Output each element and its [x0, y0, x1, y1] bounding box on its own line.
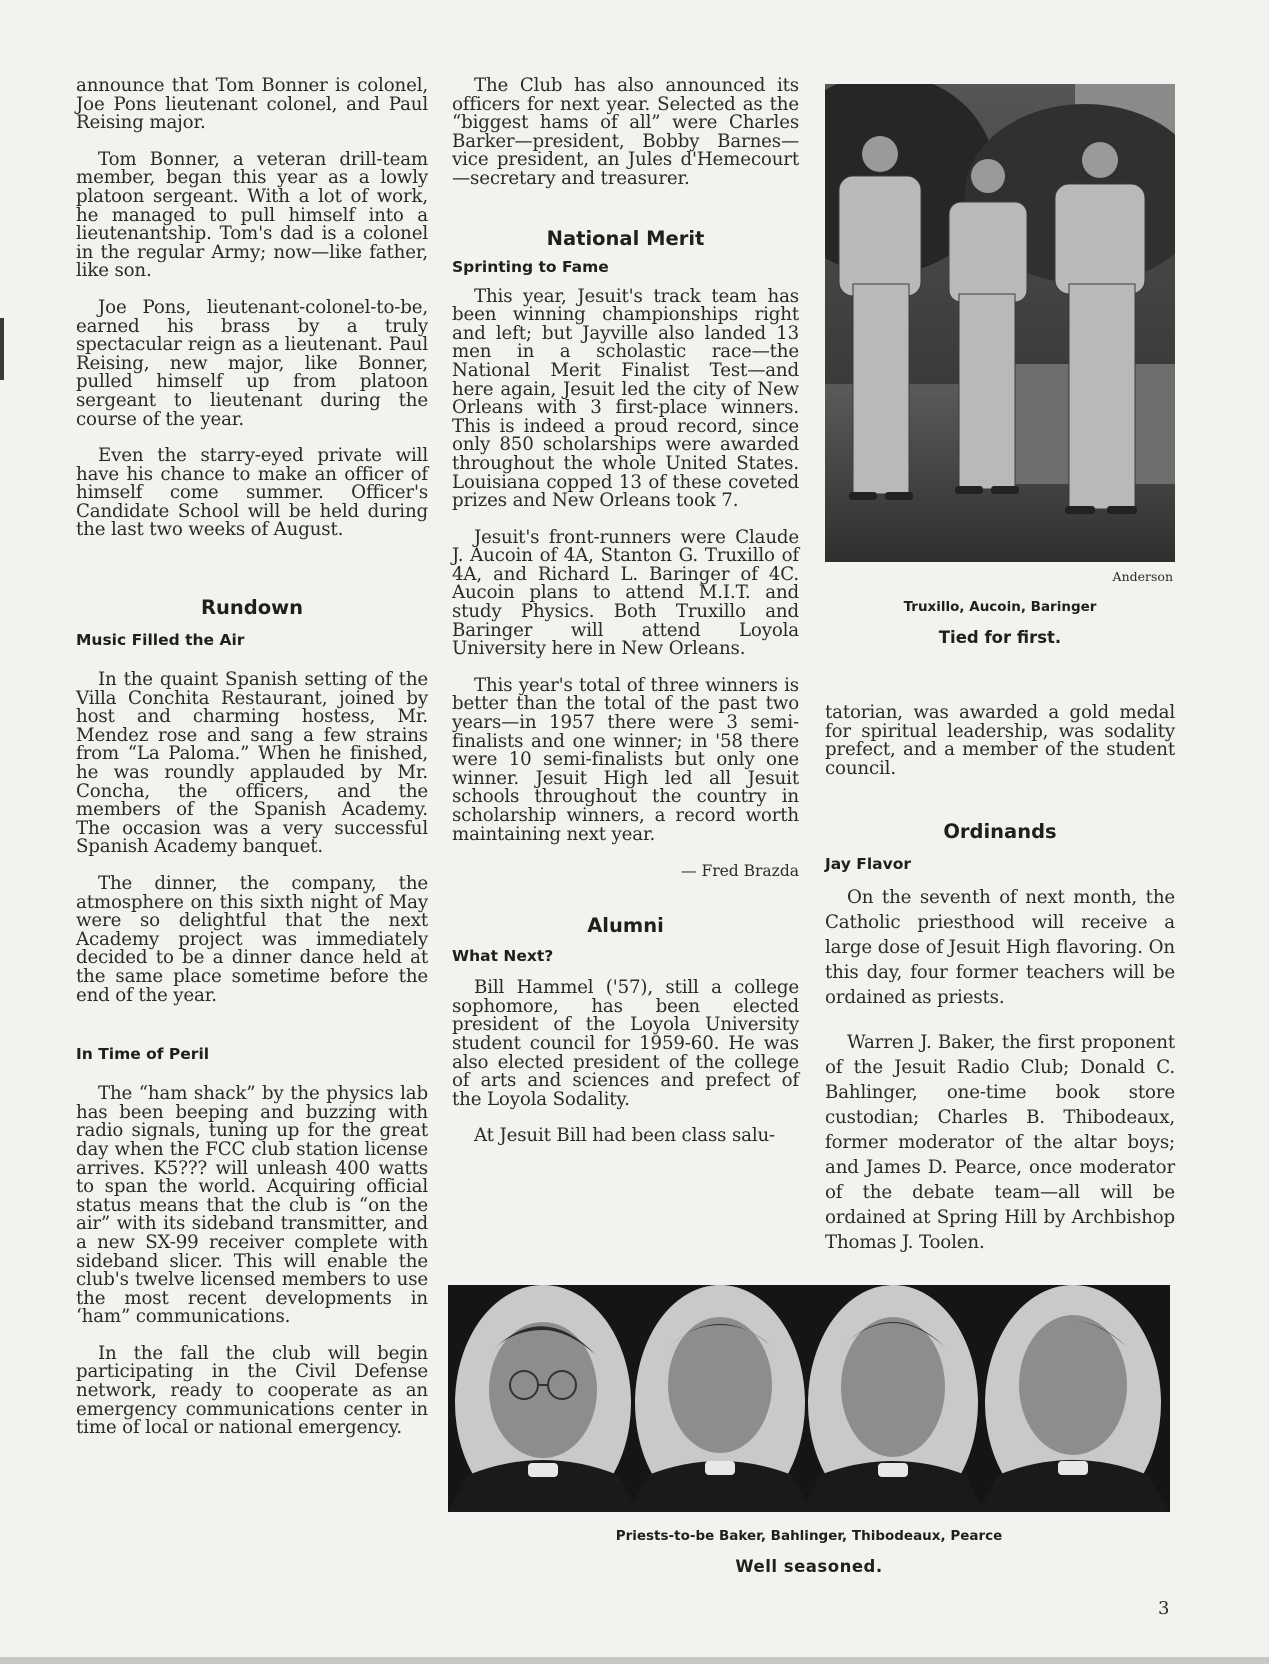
column-right — [825, 704, 1175, 1273]
page-bottom-edge — [0, 1657, 1269, 1664]
subheading-sprinting: Sprinting to Fame — [452, 257, 609, 276]
paragraph: tatorian, was awarded a gold medal for spiritual leadership, was sodality prefect, and a member of the student council. — [825, 702, 1175, 779]
paragraph: On the seventh of next month, the Catholic priesthood will receive a large dose of Jesuit High flavoring. On this day, four former teachers will be ordained as priests. — [825, 887, 1175, 1009]
paragraph: The dinner, the company, the atmosphere on this sixth night of May were so delightful that the next Academy project was immediately decided to be a dinner dance held at the same place sometime before the end of the year. — [76, 873, 428, 1006]
section-heading-ordinands: Ordinands — [943, 820, 1057, 844]
column-middle — [452, 77, 799, 1164]
paragraph: In the quaint Spanish setting of the Villa Conchita Restaurant, joined by host and charming hostess, Mr. Mendez rose and sang a few strains from “La Paloma.” When he finished, he was roundly applauded by Mr. Concha, the officers, and the members of the Spanish Academy. The occasion was a very successful Spanish Academy banquet. — [76, 669, 428, 858]
photo-credit: Anderson — [1112, 569, 1173, 584]
byline: — Fred Brazda — [681, 862, 799, 881]
bottom-caption-title: Well seasoned. — [735, 1557, 883, 1576]
paragraph: This year's total of three winners is better than the total of the past two years—in 1957 there were 3 semi-finalists and one winner; in '58 there were 10 semi-finalists but only one winner. Jesuit High led all Jesuit schools throughout the country in scholarship winners, a record worth maintaining next year. — [452, 674, 799, 845]
paragraph: Tom Bonner, a veteran drill-team member, began this year as a lowly platoon sergeant. With a lot of work, he managed to pull himself into a lieutenantship. Tom's dad is a colonel in the regular Army; now—like father, like son. — [76, 148, 428, 282]
section-heading-alumni: Alumni — [587, 914, 664, 938]
photo-caption-title: Tied for first. — [938, 628, 1062, 647]
subheading-what-next: What Next? — [452, 947, 554, 966]
paragraph: This year, Jesuit's track team has been winning championships right and left; but Jayville also landed 13 men in a scholastic race—the National Merit Finalist Test—and here again, Jesuit led the city of New Orleans with 3 first-place winners. This is indeed a proud record, since only 850 scholarships were awarded throughout the whole United States. Louisiana copped 13 of these coveted prizes and New Orleans took 7. — [452, 285, 799, 512]
subheading-peril: In Time of Peril — [76, 1045, 210, 1064]
section-heading-national-merit: National Merit — [546, 226, 705, 250]
binding-edge — [0, 318, 4, 380]
subheading-music: Music Filled the Air — [76, 631, 245, 650]
photo-priests-image — [448, 1285, 1170, 1512]
photo-merit-winners-image — [825, 84, 1175, 562]
photo-caption-names: Truxillo, Aucoin, Baringer — [903, 599, 1097, 615]
bottom-caption-names: Priests-to-be Baker, Bahlinger, Thibodeaux, Pearce — [615, 1528, 1003, 1544]
paragraph: Even the starry-eyed private will have his chance to make an officer of himself come summer. Officer's Candidate School will be held during the last two weeks of August. — [76, 445, 428, 541]
subheading-jay-flavor: Jay Flavor — [825, 855, 912, 874]
paragraph: At Jesuit Bill had been class salu- — [474, 1125, 776, 1147]
paragraph: The Club has also announced its officers for next year. Selected as the “biggest hams of all” were Charles Barker—president, Bobby Barnes—vice president, an Jules d'Hemecourt—secretary and treasurer. — [452, 75, 799, 189]
paragraph: Joe Pons, lieutenant-colonel-to-be, earned his brass by a truly spectacular reign as a lieutenant. Paul Reising, new major, like Bonner, pulled himself up from platoon sergeant to lieutenant during the course of the year. — [76, 296, 428, 430]
paragraph: In the fall the club will begin participating in the Civil Defense network, ready to cooperate as an emergency communications center in time of local or national emergency. — [76, 1342, 428, 1439]
page-number: 3 — [1158, 1598, 1170, 1619]
section-heading-rundown: Rundown — [200, 596, 304, 620]
paragraph: Bill Hammel ('57), still a college sophomore, has been elected president of the Loyola University student council for 1959-60. He was also elected president of the college of arts and sciences and prefect of the Loyola Sodality. — [452, 977, 799, 1110]
paragraph: announce that Tom Bonner is colonel, Joe Pons lieutenant colonel, and Paul Reising major. — [76, 75, 428, 134]
photo-merit-winners — [825, 84, 1175, 562]
column-left — [76, 77, 428, 1456]
paragraph: Jesuit's front-runners were Claude J. Aucoin of 4A, Stanton G. Truxillo of 4A, and Richard L. Baringer of 4C. Aucoin plans to attend M.I.T. and study Physics. Both Truxillo and Baringer will attend Loyola University here in New Orleans. — [452, 526, 799, 660]
paragraph: Warren J. Baker, the first proponent of the Jesuit Radio Club; Donald C. Bahlinger, one-time book store custodian; Charles B. Thibodeaux, former moderator of the altar boys; and James D. Pearce, once moderator of the debate team—all will be ordained at Spring Hill by Archbishop Thomas J. Toolen. — [825, 1032, 1175, 1254]
paragraph: The “ham shack” by the physics lab has been beeping and buzzing with radio signals, tuning up for the great day when the FCC club station license arrives. K5??? will unleash 400 watts to span the world. Acquiring official status means that the club is “on the air” with its sideband transmitter, and a new SX-99 receiver complete with sideband slicer. This will enable the club's twelve licensed members to use the most recent developments in ‘ham” communications. — [76, 1083, 428, 1328]
photo-priests — [448, 1285, 1170, 1512]
